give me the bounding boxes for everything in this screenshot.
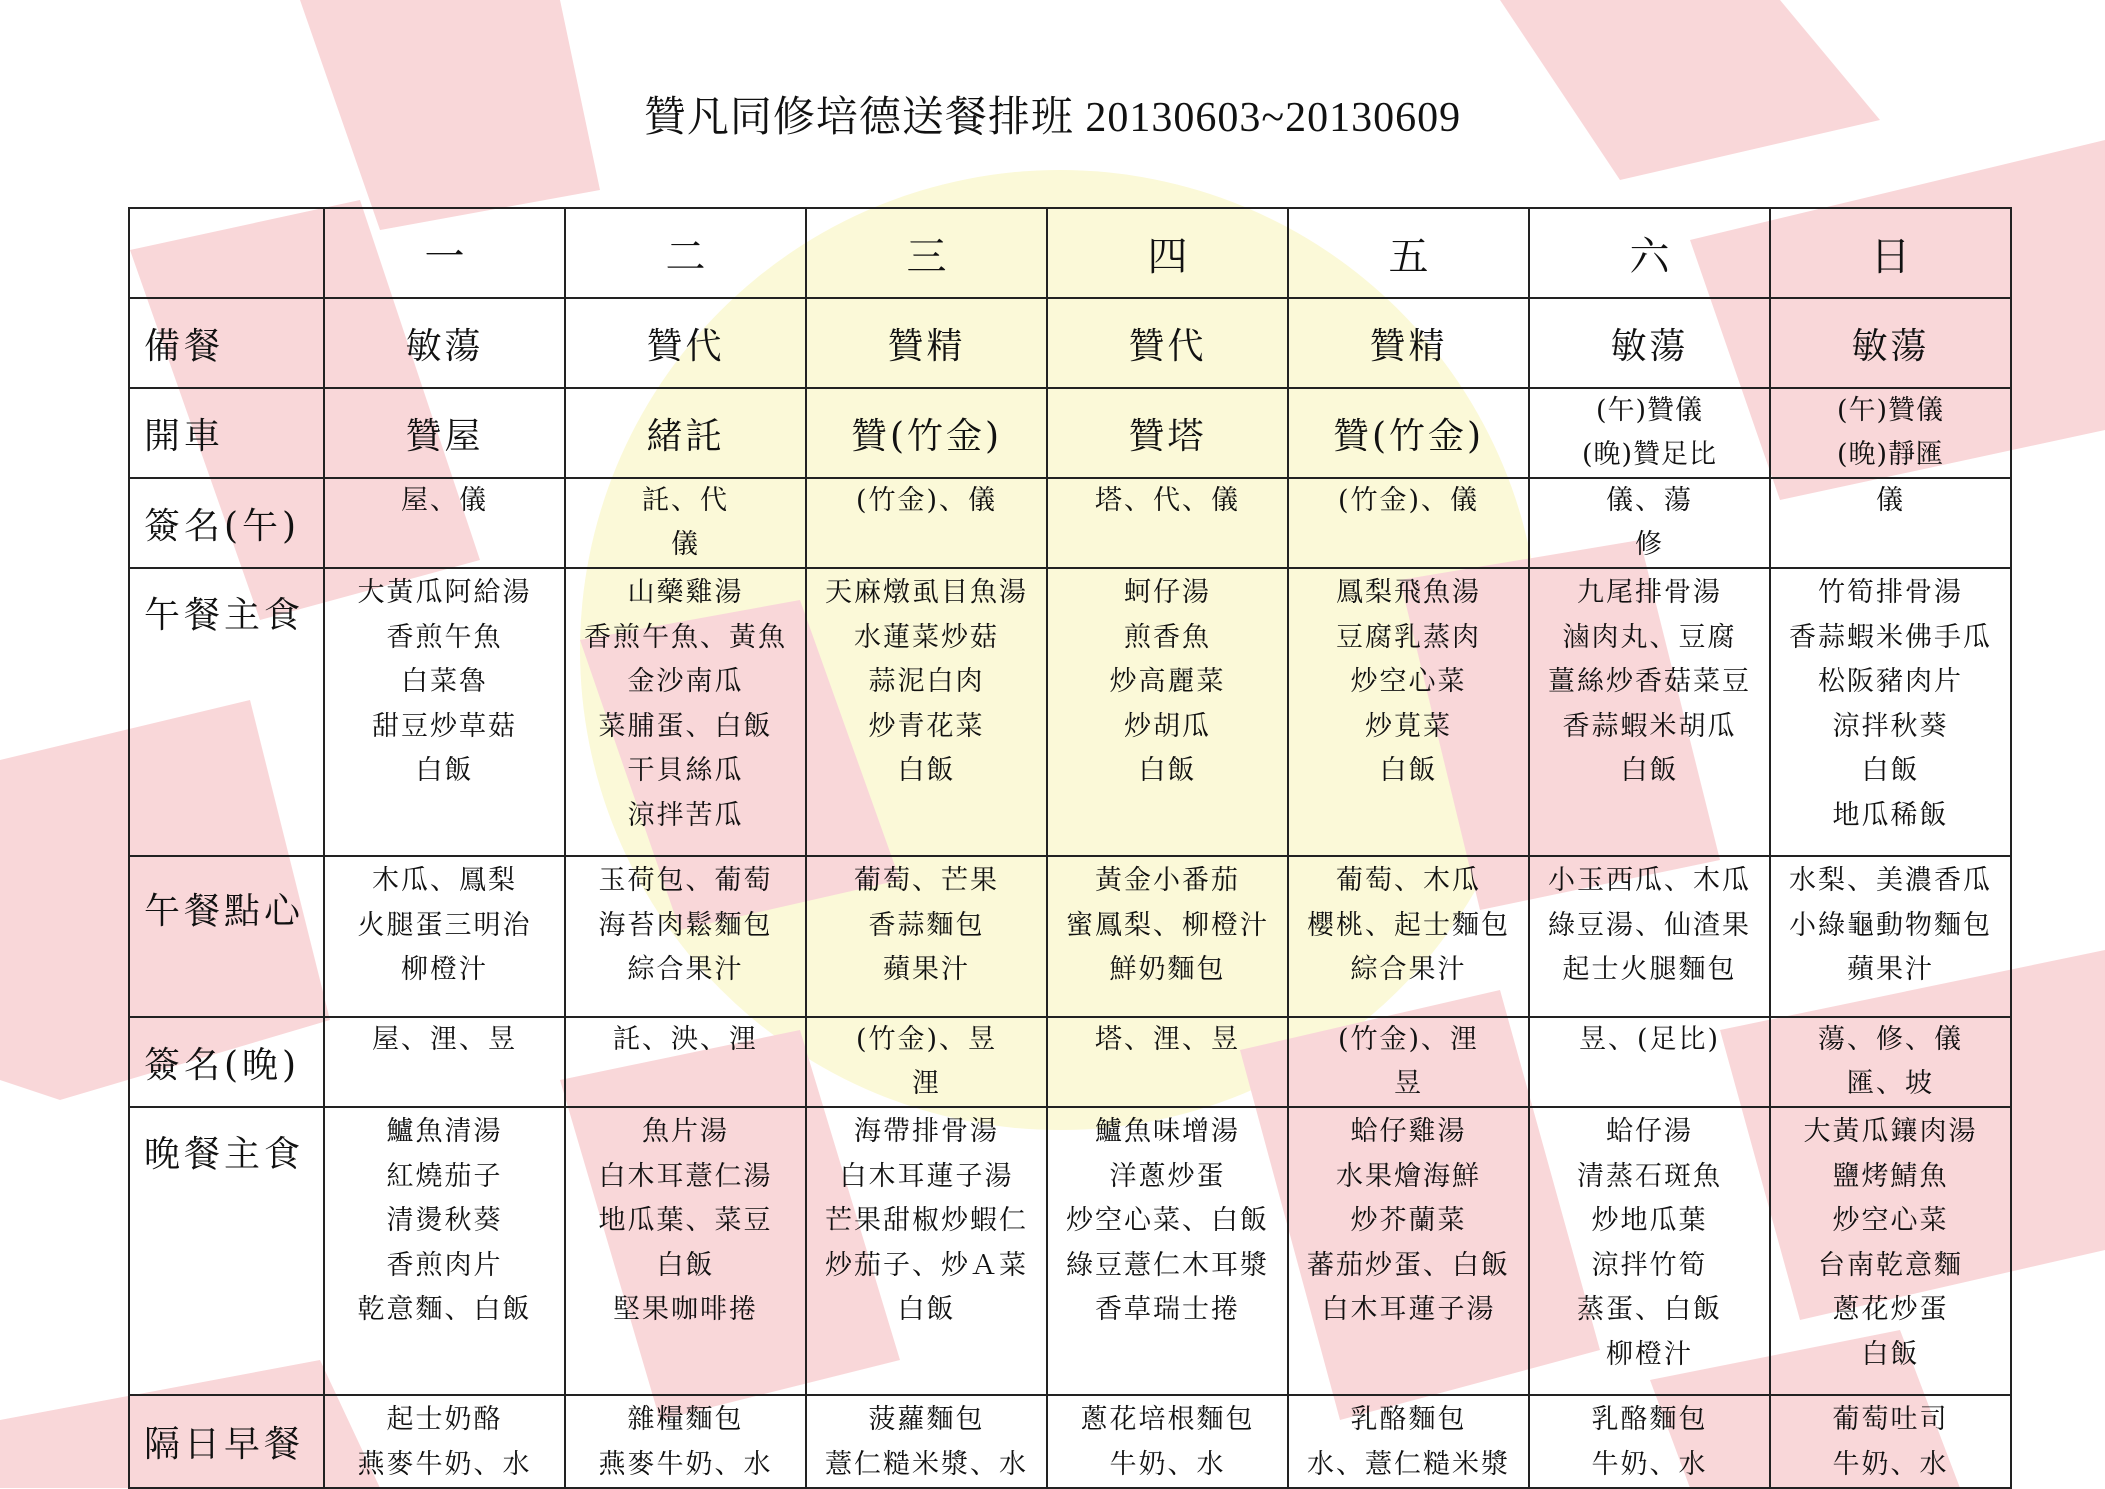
cell-content — [325, 1108, 564, 1333]
schedule-cell — [1770, 1107, 2011, 1395]
cell-content — [1771, 569, 2010, 838]
lunch-snack-row — [129, 856, 2011, 1017]
cell-content — [566, 1018, 805, 1062]
cell-line: 櫻桃、起士麵包 — [1307, 909, 1510, 941]
cell-content — [1530, 479, 1769, 567]
cell-line: 菜脯蛋、白飯 — [598, 710, 773, 742]
cell-line: 塔、代、儀 — [1095, 485, 1240, 516]
cell-line: 白飯 — [1138, 755, 1197, 786]
cell-content — [325, 318, 564, 369]
cell-line: 白飯 — [1620, 755, 1679, 786]
cell-line: 贊塔 — [1128, 415, 1207, 457]
cell-line: 玉荷包、葡萄 — [598, 865, 773, 896]
cell-line: 九尾排骨湯 — [1577, 577, 1722, 608]
cell-content — [1048, 1396, 1287, 1487]
cell-line: 天麻燉虱目魚湯 — [825, 577, 1028, 608]
cell-line: 贊精 — [887, 325, 966, 367]
schedule-cell — [1047, 1395, 1288, 1488]
cell-content — [807, 318, 1046, 369]
cell-line: 葡萄吐司 — [1832, 1404, 1949, 1435]
schedule-cell — [1047, 568, 1288, 856]
cell-line: 炒高麗菜 — [1109, 666, 1226, 697]
schedule-cell — [1288, 478, 1529, 568]
cell-content — [1530, 1396, 1769, 1487]
cell-line: 綜合果汁 — [627, 954, 744, 985]
schedule-cell — [324, 856, 565, 1017]
cell-line: 炒莧菜 — [1365, 710, 1452, 742]
cell-line: 蛤仔雞湯 — [1350, 1116, 1467, 1147]
cell-line: 炒空心菜 — [1832, 1205, 1949, 1236]
cell-line: 燕麥牛奶、水 — [357, 1448, 532, 1480]
cell-line: 柳橙汁 — [401, 954, 488, 985]
day-header: 一 — [324, 208, 565, 298]
cell-line: 炒空心菜 — [1350, 666, 1467, 697]
cell-line: 蚵仔湯 — [1124, 577, 1211, 608]
cell-line: 木瓜、鳳梨 — [372, 865, 517, 896]
cell-line: 山藥雞湯 — [627, 577, 744, 608]
cell-line: 綜合果汁 — [1350, 954, 1467, 985]
schedule-cell — [1770, 388, 2011, 478]
row-label: 晚餐主食 — [129, 1107, 324, 1395]
cell-line: 洋蔥炒蛋 — [1109, 1160, 1226, 1192]
schedule-cell — [324, 1017, 565, 1107]
cell-line: 海苔肉鬆麵包 — [598, 909, 773, 941]
lunch-main-row — [129, 568, 2011, 856]
schedule-cell — [1047, 298, 1288, 388]
row-label: 備餐 — [129, 298, 324, 388]
cell-line: 竹筍排骨湯 — [1818, 577, 1963, 608]
schedule-cell — [1529, 298, 1770, 388]
cell-content — [566, 569, 805, 838]
cell-line: 火腿蛋三明治 — [357, 909, 532, 941]
cell-line: 儀 — [671, 529, 700, 560]
cell-content — [1289, 1018, 1528, 1106]
schedule-cell — [324, 298, 565, 388]
schedule-cell — [806, 568, 1047, 856]
cell-line: 乳酪麵包 — [1591, 1404, 1708, 1435]
schedule-cell — [806, 1395, 1047, 1488]
cell-content — [1771, 318, 2010, 369]
cell-line: 白飯 — [1379, 755, 1438, 786]
cell-line: (竹金)、浬 — [1337, 1024, 1480, 1055]
cell-line: 儀、蕩 — [1606, 485, 1693, 516]
cell-line: 涼拌竹筍 — [1591, 1249, 1708, 1281]
cell-line: 芒果甜椒炒蝦仁 — [825, 1205, 1028, 1236]
cell-content — [1048, 479, 1287, 523]
cell-line: 敏蕩 — [1610, 325, 1689, 367]
cell-line: 贊(竹金) — [850, 415, 1003, 457]
cell-line: 水果燴海鮮 — [1336, 1160, 1481, 1192]
schedule-cell — [1529, 1395, 1770, 1488]
schedule-cell — [1047, 856, 1288, 1017]
row-label: 午餐主食 — [129, 568, 324, 856]
cell-content — [325, 479, 564, 523]
cell-line: 松阪豬肉片 — [1818, 666, 1963, 697]
schedule-cell — [565, 856, 806, 1017]
cell-line: 香蒜麵包 — [868, 909, 985, 941]
cell-line: 蔥花炒蛋 — [1832, 1294, 1949, 1325]
schedule-cell — [1770, 568, 2011, 856]
cell-line: 乾意麵、白飯 — [357, 1294, 532, 1325]
cell-line: 贊精 — [1369, 325, 1448, 367]
cell-content — [1771, 479, 2010, 523]
cell-content — [1771, 1396, 2010, 1487]
cell-line: 白菜魯 — [401, 666, 488, 697]
cell-line: 水梨、美濃香瓜 — [1789, 865, 1992, 896]
dinner-main-row — [129, 1107, 2011, 1395]
schedule-cell — [324, 478, 565, 568]
cell-line: 黃金小番茄 — [1095, 865, 1240, 896]
schedule-cell — [565, 478, 806, 568]
cell-line: 贊(竹金) — [1332, 415, 1485, 457]
cell-line: 大黃瓜阿給湯 — [357, 577, 532, 608]
cell-line: 匯、坡 — [1847, 1068, 1934, 1099]
day-header: 四 — [1047, 208, 1288, 298]
cell-line: 白飯 — [656, 1249, 715, 1281]
cell-line: 浬 — [912, 1068, 941, 1099]
cell-line: 牛奶、水 — [1109, 1448, 1226, 1480]
cell-line: 涼拌秋葵 — [1832, 710, 1949, 742]
cell-line: 白飯 — [897, 755, 956, 786]
schedule-cell — [324, 568, 565, 856]
cell-content — [566, 318, 805, 369]
cell-content — [1289, 1108, 1528, 1333]
day-header: 五 — [1288, 208, 1529, 298]
cell-line: 香蒜蝦米佛手瓜 — [1789, 621, 1992, 653]
cell-content — [566, 479, 805, 567]
row-label: 開車 — [129, 388, 324, 478]
schedule-cell — [565, 298, 806, 388]
schedule-cell — [1529, 388, 1770, 478]
cell-line: (晚)贊足比 — [1581, 439, 1718, 470]
cell-line: 甜豆炒草菇 — [372, 710, 517, 742]
schedule-cell — [1529, 1107, 1770, 1395]
prep-row — [129, 298, 2011, 388]
schedule-cell — [1529, 568, 1770, 856]
day-header: 日 — [1770, 208, 2011, 298]
cell-content — [1048, 318, 1287, 369]
cell-content — [566, 1396, 805, 1487]
cell-content — [1048, 569, 1287, 794]
schedule-cell — [1288, 568, 1529, 856]
page-title: 贊凡同修培德送餐排班 20130603~20130609 — [643, 95, 1462, 141]
schedule-cell — [1770, 1017, 2011, 1107]
cell-line: 地瓜葉、菜豆 — [598, 1205, 773, 1236]
schedule-cell — [1288, 856, 1529, 1017]
cell-content — [1289, 318, 1528, 369]
cell-line: 敏蕩 — [405, 325, 484, 367]
cell-content — [566, 857, 805, 993]
cell-line: 修 — [1635, 529, 1664, 560]
cell-content — [1771, 1108, 2010, 1377]
cell-line: 香煎午魚、黃魚 — [584, 621, 787, 653]
cell-line: 薑絲炒香菇菜豆 — [1548, 666, 1751, 697]
cell-line: 蕩、修、儀 — [1818, 1024, 1963, 1055]
cell-content — [1289, 479, 1528, 523]
cell-content — [807, 408, 1046, 459]
schedule-cell — [1770, 1395, 2011, 1488]
cell-line: 白飯 — [1861, 755, 1920, 786]
cell-line: (竹金)、儀 — [1337, 485, 1480, 516]
cell-line: 起士火腿麵包 — [1562, 954, 1737, 985]
cell-line: 煎香魚 — [1124, 621, 1211, 653]
cell-line: 白飯 — [415, 755, 474, 786]
cell-line: 水、薏仁糙米漿 — [1307, 1448, 1510, 1480]
cell-line: 海帶排骨湯 — [854, 1116, 999, 1147]
cell-line: 蔥花培根麵包 — [1080, 1404, 1255, 1435]
cell-content — [1530, 569, 1769, 794]
cell-content — [325, 1018, 564, 1062]
cell-line: 台南乾意麵 — [1818, 1249, 1963, 1281]
cell-content — [566, 1108, 805, 1333]
cell-content — [807, 857, 1046, 993]
cell-line: 炒青花菜 — [868, 710, 985, 742]
cell-line: 託、泱、浬 — [613, 1024, 758, 1055]
cell-content — [1289, 408, 1528, 459]
cell-line: 蒸蛋、白飯 — [1577, 1294, 1722, 1325]
cell-line: 白飯 — [1861, 1338, 1920, 1370]
corner-cell — [129, 208, 324, 298]
cell-line: 蒜泥白肉 — [868, 666, 985, 697]
cell-content — [1048, 857, 1287, 993]
cell-line: 白木耳蓮子湯 — [839, 1160, 1014, 1192]
cell-line: 炒空心菜、白飯 — [1066, 1205, 1269, 1236]
schedule-cell — [1047, 1017, 1288, 1107]
schedule-cell — [1770, 856, 2011, 1017]
cell-content — [1771, 1018, 2010, 1106]
cell-line: 鱸魚味增湯 — [1095, 1116, 1240, 1147]
schedule-cell — [1288, 1395, 1529, 1488]
cell-line: 起士奶酪 — [386, 1404, 503, 1435]
schedule-table — [128, 207, 2012, 1489]
cell-line: 敏蕩 — [1851, 325, 1930, 367]
cell-line: 炒地瓜葉 — [1591, 1205, 1708, 1236]
cell-line: 水蓮菜炒菇 — [854, 621, 999, 653]
cell-content — [566, 408, 805, 459]
cell-content — [1771, 389, 2010, 477]
cell-content — [1289, 1396, 1528, 1487]
day-header: 三 — [806, 208, 1047, 298]
cell-line: 薏仁糙米漿、水 — [825, 1448, 1028, 1480]
cell-content — [807, 1396, 1046, 1487]
cell-line: (午)贊儀 — [1836, 395, 1945, 426]
cell-line: (晚)靜匯 — [1836, 439, 1945, 470]
schedule-cell — [324, 1107, 565, 1395]
schedule-cell — [1288, 388, 1529, 478]
cell-line: 堅果咖啡捲 — [613, 1294, 758, 1325]
cell-line: 白木耳薏仁湯 — [598, 1160, 773, 1192]
cell-line: 香煎肉片 — [386, 1249, 503, 1281]
cell-line: 香蒜蝦米胡瓜 — [1562, 710, 1737, 742]
cell-line: 蜜鳳梨、柳橙汁 — [1066, 909, 1269, 941]
next-breakfast-row — [129, 1395, 2011, 1488]
schedule-cell — [565, 1017, 806, 1107]
cell-line: 金沙南瓜 — [627, 666, 744, 697]
schedule-cell — [1529, 1017, 1770, 1107]
cell-content — [1530, 857, 1769, 993]
schedule-cell — [1288, 298, 1529, 388]
schedule-cell — [806, 1107, 1047, 1395]
cell-line: 贊代 — [646, 325, 725, 367]
cell-line: 地瓜稀飯 — [1832, 799, 1949, 831]
cell-line: 綠豆薏仁木耳漿 — [1066, 1249, 1269, 1281]
schedule-cell — [806, 298, 1047, 388]
cell-line: 鮮奶麵包 — [1109, 954, 1226, 985]
cell-line: 菠蘿麵包 — [868, 1404, 985, 1435]
cell-line: 白木耳蓮子湯 — [1321, 1294, 1496, 1325]
cell-line: 清燙秋葵 — [386, 1205, 503, 1236]
row-label: 簽名(晚) — [129, 1017, 324, 1107]
cell-line: 葡萄、芒果 — [854, 865, 999, 896]
cell-line: 昱 — [1394, 1068, 1423, 1099]
row-label: 隔日早餐 — [129, 1395, 324, 1488]
cell-line: 干貝絲瓜 — [627, 755, 744, 786]
day-header: 二 — [565, 208, 806, 298]
sign-dinner-row — [129, 1017, 2011, 1107]
cell-line: 蛤仔湯 — [1606, 1116, 1693, 1147]
cell-content — [807, 569, 1046, 794]
cell-content — [1530, 389, 1769, 477]
cell-line: 綠豆湯、仙渣果 — [1548, 909, 1751, 941]
cell-content — [807, 1018, 1046, 1106]
cell-content — [807, 479, 1046, 523]
cell-line: 香煎午魚 — [386, 621, 503, 653]
cell-content — [1289, 569, 1528, 794]
schedule-cell — [1288, 1017, 1529, 1107]
cell-line: 鱸魚清湯 — [386, 1116, 503, 1147]
cell-line: 白飯 — [897, 1294, 956, 1325]
schedule-cell — [1770, 298, 2011, 388]
cell-line: 蘋果汁 — [883, 954, 970, 985]
cell-line: 牛奶、水 — [1591, 1448, 1708, 1480]
schedule-cell — [806, 1017, 1047, 1107]
row-label: 午餐點心 — [129, 856, 324, 1017]
cell-line: 炒茄子、炒Ａ菜 — [825, 1249, 1028, 1281]
cell-line: 鳳梨飛魚湯 — [1336, 577, 1481, 608]
schedule-cell — [324, 1395, 565, 1488]
schedule-cell — [806, 388, 1047, 478]
cell-line: 昱、(足比) — [1578, 1024, 1721, 1055]
schedule-cell — [565, 1107, 806, 1395]
cell-content — [1530, 1108, 1769, 1377]
header-row — [129, 208, 2011, 298]
sign-lunch-row — [129, 478, 2011, 568]
cell-content — [325, 408, 564, 459]
cell-line: (午)贊儀 — [1595, 395, 1704, 426]
cell-line: (竹金)、儀 — [855, 485, 998, 516]
schedule-cell — [806, 856, 1047, 1017]
cell-content — [1530, 1018, 1769, 1062]
cell-line: 葡萄、木瓜 — [1336, 865, 1481, 896]
schedule-cell — [1047, 478, 1288, 568]
cell-line: 清蒸石斑魚 — [1577, 1160, 1722, 1192]
cell-line: 涼拌苦瓜 — [627, 799, 744, 831]
schedule-cell — [565, 568, 806, 856]
row-label: 簽名(午) — [129, 478, 324, 568]
cell-line: 豆腐乳蒸肉 — [1336, 621, 1481, 653]
cell-line: 緒託 — [646, 415, 725, 457]
cell-content — [325, 857, 564, 993]
cell-line: 屋、浬、昱 — [372, 1024, 517, 1055]
day-header: 六 — [1529, 208, 1770, 298]
schedule-cell — [1047, 1107, 1288, 1395]
cell-line: 屋、儀 — [401, 485, 488, 516]
schedule-cell — [324, 388, 565, 478]
cell-line: 紅燒茄子 — [386, 1160, 503, 1192]
cell-line: 贊屋 — [405, 415, 484, 457]
cell-line: 鹽烤鯖魚 — [1832, 1160, 1949, 1192]
cell-line: 香草瑞士捲 — [1095, 1294, 1240, 1325]
cell-line: 牛奶、水 — [1832, 1448, 1949, 1480]
schedule-cell — [806, 478, 1047, 568]
cell-line: 雜糧麵包 — [627, 1404, 744, 1435]
cell-line: 塔、浬、昱 — [1095, 1024, 1240, 1055]
schedule-cell — [1288, 1107, 1529, 1395]
schedule-cell — [1047, 388, 1288, 478]
cell-content — [1048, 408, 1287, 459]
cell-content — [807, 1108, 1046, 1333]
cell-line: 燕麥牛奶、水 — [598, 1448, 773, 1480]
cell-content — [325, 569, 564, 794]
cell-line: 乳酪麵包 — [1350, 1404, 1467, 1435]
cell-line: 柳橙汁 — [1606, 1338, 1693, 1370]
schedule-cell — [1529, 856, 1770, 1017]
cell-line: 蘋果汁 — [1847, 954, 1934, 985]
cell-line: 儀 — [1876, 485, 1905, 516]
schedule-cell — [565, 388, 806, 478]
cell-line: 小綠龜動物麵包 — [1789, 909, 1992, 941]
cell-content — [1048, 1108, 1287, 1333]
cell-content — [325, 1396, 564, 1487]
schedule-cell — [565, 1395, 806, 1488]
cell-content — [1289, 857, 1528, 993]
schedule-cell — [1529, 478, 1770, 568]
cell-line: 大黃瓜鑲肉湯 — [1803, 1116, 1978, 1147]
cell-line: 託、代 — [642, 485, 729, 516]
cell-line: 炒胡瓜 — [1124, 710, 1211, 742]
driver-row — [129, 388, 2011, 478]
cell-line: 贊代 — [1128, 325, 1207, 367]
cell-line: 炒芥蘭菜 — [1350, 1205, 1467, 1236]
cell-line: (竹金)、昱 — [855, 1024, 998, 1055]
cell-line: 蕃茄炒蛋、白飯 — [1307, 1249, 1510, 1281]
schedule-cell — [1770, 478, 2011, 568]
cell-content — [1048, 1018, 1287, 1062]
cell-line: 滷肉丸、豆腐 — [1562, 621, 1737, 653]
cell-line: 魚片湯 — [642, 1116, 729, 1147]
cell-content — [1771, 857, 2010, 993]
cell-line: 小玉西瓜、木瓜 — [1548, 865, 1751, 896]
cell-content — [1530, 318, 1769, 369]
